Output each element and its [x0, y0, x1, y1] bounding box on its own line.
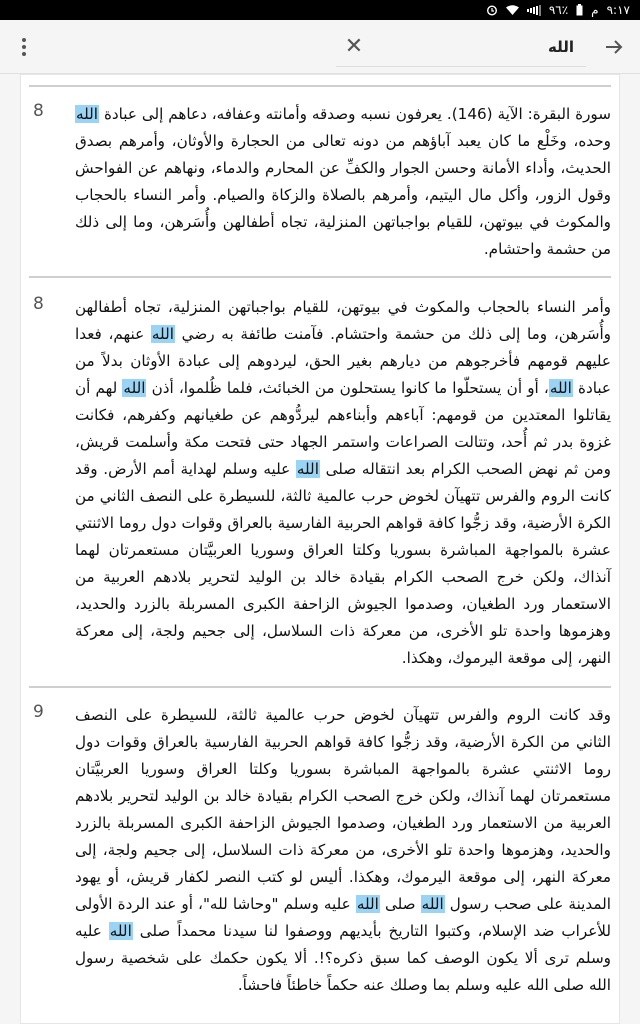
text-segment: عنهم، فعدا عليهم قومهم فأخرجوهم من ديارهم بغير الحق، ليردوهم إلى عبادة الأوثان بدلاً من عبادة: [75, 325, 611, 397]
search-result[interactable]: [21, 702, 619, 999]
highlighted-match: الله: [109, 922, 132, 940]
text-segment: وقد كانت الروم والفرس تتهيآن لخوض حرب عالمية ثالثة، للسيطرة على النصف الثاني من الكرة الأرضية، وقد زجُّوا كافة قواهم الحربية الفارسية بالعراق وقوات دول روما الاثنتي عشرة بالمواجهة المباشرة بسوريا وكلتا العراق وسوريا العربيَّتان مستعمرتان لهما آنذاك، ولكن خرج الصحب الكرام بقيادة خالد بن الوليد لتحرير بلادهم العربية من الاستعمار ورد الطغيان، وصدموا الجيوش الزاحفة الكبرى المسربلة بالزرد والحديد، وهزموها واحدة تلو الأخرى، من معركة ذات السلاسل، إلى جحيم ولجة، إلى معركة النهر، إلى موقعة اليرموك، وهكذا. أليس لو كتب النصر لكفار قريش، أو يهود المدينة على صحب رسول: [75, 706, 611, 913]
search-query[interactable]: الله: [548, 37, 574, 56]
forward-arrow-icon[interactable]: [596, 28, 632, 66]
search-bar: [0, 20, 640, 74]
page-number: 8: [33, 294, 44, 314]
page-number: 9: [33, 702, 44, 722]
text-segment: ، أو أن يستحلّوا ما كانوا يستحلون من الخبائث، فلما ظُلموا، أذن: [146, 379, 549, 397]
text-segment: سورة البقرة: الآية (146). يعرفون نسبه وصدقه وأمانته وعفافه، دعاهم إلى عبادة: [99, 105, 611, 123]
time-ampm: م: [591, 3, 599, 17]
result-text: [75, 294, 611, 672]
highlighted-match: الله: [549, 379, 572, 397]
highlighted-match: الله: [123, 379, 146, 397]
search-result[interactable]: [21, 294, 619, 672]
status-bar: [0, 0, 640, 20]
highlighted-match: الله: [421, 895, 444, 913]
text-segment: لهم أن يقاتلوا المعتدين من قومهم: آباءهم وأبناءهم ليردُّوهم عن طغيانهم وكفرهم، فكانت غزوة بدر ثم أُحد، وتتالت الصراعات واستمر الجهاد حتى فتحت مكة وأسلمت قريش، ومن ثم نهض الصحب الكرام بعد انتقاله صلى: [75, 379, 611, 478]
clear-icon[interactable]: ✕: [344, 33, 364, 59]
search-input[interactable]: [336, 27, 586, 67]
battery-level: ٩٦٪: [548, 3, 569, 17]
highlighted-match: الله: [151, 325, 174, 343]
signal-icon: [527, 5, 541, 16]
wifi-icon: [506, 5, 519, 16]
highlighted-match: الله: [356, 895, 379, 913]
divider: [29, 85, 611, 87]
page-number: 8: [33, 101, 44, 121]
search-result[interactable]: [21, 101, 619, 263]
text-segment: وأمر النساء بالحجاب والمكوث في بيوتهن، للقيام بواجباتهن المنزلية، تجاه أطفالهن وأُسَرهن، وما إلى ذلك من حشمة واحتشام. فآمنت طائفة به رضي: [75, 298, 611, 343]
result-text: [75, 101, 611, 263]
alarm-icon: [486, 4, 498, 16]
text-segment: عليه وسلم لهداية أمم الأرض. وقد كانت الروم والفرس تتهيآن لخوض حرب عالمية ثالثة، للسيطرة على النصف الثاني من الكرة الأرضية، وقد زجُّوا كافة قواهم الحربية الفارسية بالعراق وقوات دول روما الاثنتي عشرة بالمواجهة المباشرة بسوريا وكلتا العراق وسوريا العربيَّتان مستعمرتان لهما آنذاك، ولكن خرج الصحب الكرام بقيادة خالد بن الوليد لتحرير بلادهم العربية من الاستعمار ورد الطغيان، وصدموا الجيوش الزاحفة الكبرى المسربلة بالزرد والحديد، وهزموها واحدة تلو الأخرى، من معركة ذات السلاسل، إلى جحيم ولجة، إلى معركة النهر، إلى موقعة اليرموك، وهكذا.: [75, 460, 611, 667]
text-segment: وحده، وخَلْع ما كان يعبد آباؤهم من دونه تعالى من الحجارة والأوثان، وأمرهم بصدق الحديث، وأداء الأمانة وحسن الجوار والكفِّ عن المحارم والدماء، ونهاهم عن الفواحش وقول الزور، وأكل مال اليتيم، وأمرهم بالصلاة والزكاة والصيام. وأمر النساء بالحجاب والمكوث في بيوتهن، للقيام بواجباتهن المنزلية، تجاه أطفالهن وأُسَرهن، وما إلى ذلك من حشمة واحتشام.: [75, 132, 611, 258]
text-segment: عليه وسلم ترى ألا يكون الوصف كما سبق ذكره؟!. ألا يكون حكمك على شخصية رسول الله صلى الله عليه وسلم بما وصلك عنه حكماً خاطئاً فاحشاً.: [75, 922, 611, 994]
result-text: [75, 702, 611, 999]
search-results: [20, 74, 620, 1024]
divider: [29, 276, 611, 278]
text-segment: صلى: [379, 895, 421, 913]
highlighted-match: الله: [296, 460, 319, 478]
highlighted-match: الله: [76, 105, 99, 123]
battery-icon: [576, 4, 583, 16]
clock: ٩:١٧: [606, 3, 630, 17]
overflow-menu-icon[interactable]: [6, 20, 42, 74]
divider: [29, 686, 611, 688]
text-segment: عليه وسلم "وحاشا لله"، أو عند الردة الأولى للأعراب ضد الإسلام، وكتبوا التاريخ بأيديهم ووصفوا لنا سيدنا محمداً صلى: [75, 895, 611, 940]
